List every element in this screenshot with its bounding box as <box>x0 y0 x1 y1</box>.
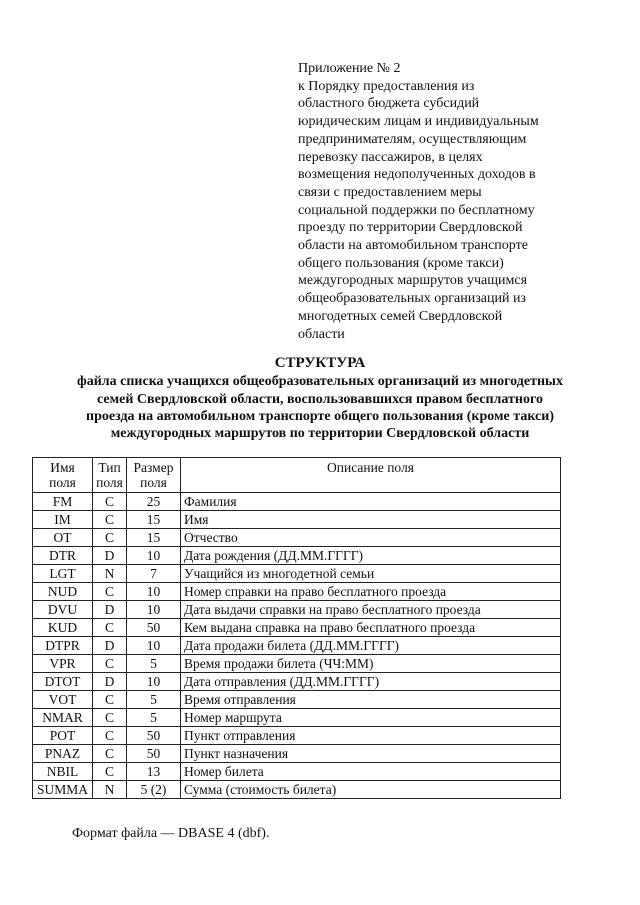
cell-size: 10 <box>127 637 181 655</box>
cell-name: DTPR <box>33 637 93 655</box>
cell-type: C <box>93 745 127 763</box>
cell-description: Номер маршрута <box>181 709 561 727</box>
cell-name: VPR <box>33 655 93 673</box>
document-title <box>0 355 640 442</box>
fields-table <box>32 457 561 799</box>
cell-size: 25 <box>127 493 181 511</box>
cell-description: Номер билета <box>181 763 561 781</box>
cell-size: 15 <box>127 511 181 529</box>
table-row <box>33 691 561 709</box>
appendix-line: перевозку пассажиров, в целях <box>298 149 483 165</box>
cell-name: POT <box>33 727 93 745</box>
cell-type: D <box>93 673 127 691</box>
table-row <box>33 745 561 763</box>
cell-size: 10 <box>127 673 181 691</box>
table-row <box>33 619 561 637</box>
cell-description: Время продажи билета (ЧЧ:ММ) <box>181 655 561 673</box>
appendix-line: области <box>298 326 345 342</box>
cell-name: OT <box>33 529 93 547</box>
cell-type: C <box>93 691 127 709</box>
cell-name: LGT <box>33 565 93 583</box>
cell-type: N <box>93 781 127 799</box>
cell-description: Дата рождения (ДД.ММ.ГГГГ) <box>181 547 561 565</box>
cell-type: D <box>93 637 127 655</box>
table-row <box>33 709 561 727</box>
cell-type: D <box>93 601 127 619</box>
appendix-line: междугородных маршрутов учащимся <box>298 273 528 289</box>
cell-name: DTR <box>33 547 93 565</box>
title-line: междугородных маршрутов по территории Свердловской области <box>110 426 530 442</box>
table-row <box>33 565 561 583</box>
cell-size: 10 <box>127 601 181 619</box>
appendix-line: социальной поддержки по бесплатному <box>298 202 535 218</box>
table-header-row <box>33 458 561 493</box>
cell-type: N <box>93 565 127 583</box>
table-row <box>33 781 561 799</box>
table-row <box>33 727 561 745</box>
cell-type: C <box>93 709 127 727</box>
cell-size: 7 <box>127 565 181 583</box>
table-row <box>33 763 561 781</box>
cell-description: Номер справки на право бесплатного проезда <box>181 583 561 601</box>
header-field-name: Имя поля <box>33 458 93 493</box>
cell-type: C <box>93 493 127 511</box>
appendix-line: общеобразовательных организаций из <box>298 291 526 307</box>
cell-size: 5 <box>127 709 181 727</box>
table-row <box>33 529 561 547</box>
appendix-line: области на автомобильном транспорте <box>298 238 528 254</box>
title-heading: СТРУКТУРА <box>274 355 366 371</box>
table-row <box>33 637 561 655</box>
appendix-line: юридическим лицам и индивидуальным <box>298 114 539 130</box>
cell-description: Фамилия <box>181 493 561 511</box>
cell-description: Пункт назначения <box>181 745 561 763</box>
cell-name: DVU <box>33 601 93 619</box>
cell-size: 50 <box>127 619 181 637</box>
header-field-size: Размер поля <box>127 458 181 493</box>
cell-description: Время отправления <box>181 691 561 709</box>
cell-name: KUD <box>33 619 93 637</box>
appendix-line: возмещения недополученных доходов в <box>298 167 536 183</box>
header-field-type: Тип поля <box>93 458 127 493</box>
cell-description: Учащийся из многодетной семьи <box>181 565 561 583</box>
cell-description: Дата продажи билета (ДД.ММ.ГГГГ) <box>181 637 561 655</box>
table-row <box>33 673 561 691</box>
title-subtitle <box>0 373 640 442</box>
cell-name: VOT <box>33 691 93 709</box>
cell-type: C <box>93 619 127 637</box>
cell-size: 50 <box>127 745 181 763</box>
cell-type: C <box>93 583 127 601</box>
table-row <box>33 511 561 529</box>
appendix-line: Приложение № 2 <box>298 61 401 76</box>
cell-description: Кем выдана справка на право бесплатного проезда <box>181 619 561 637</box>
table-row <box>33 493 561 511</box>
cell-description: Имя <box>181 511 561 529</box>
cell-description: Отчество <box>181 529 561 547</box>
cell-name: IM <box>33 511 93 529</box>
cell-type: C <box>93 655 127 673</box>
table-row <box>33 655 561 673</box>
cell-name: SUMMA <box>33 781 93 799</box>
cell-type: C <box>93 727 127 745</box>
cell-size: 5 <box>127 655 181 673</box>
cell-type: D <box>93 547 127 565</box>
cell-name: DTOT <box>33 673 93 691</box>
appendix-line: к Порядку предоставления из <box>298 78 475 94</box>
appendix-line: связи с предоставлением меры <box>298 184 482 200</box>
appendix-line: общего пользования (кроме такси) <box>298 255 504 271</box>
cell-description: Пункт отправления <box>181 727 561 745</box>
cell-name: NBIL <box>33 763 93 781</box>
header-field-description: Описание поля <box>181 458 561 493</box>
cell-size: 13 <box>127 763 181 781</box>
title-line: проезда на автомобильном транспорте общего пользования (кроме такси) <box>86 408 554 424</box>
cell-description: Дата отправления (ДД.ММ.ГГГГ) <box>181 673 561 691</box>
cell-description: Дата выдачи справки на право бесплатного проезда <box>181 601 561 619</box>
cell-size: 15 <box>127 529 181 547</box>
cell-name: PNAZ <box>33 745 93 763</box>
cell-name: NUD <box>33 583 93 601</box>
appendix-line: областного бюджета субсидий <box>298 96 480 112</box>
cell-type: C <box>93 529 127 547</box>
cell-size: 5 <box>127 691 181 709</box>
cell-size: 10 <box>127 583 181 601</box>
table-row <box>33 547 561 565</box>
title-line: файла списка учащихся общеобразовательных организаций из многодетных <box>77 374 563 390</box>
cell-size: 10 <box>127 547 181 565</box>
cell-type: C <box>93 763 127 781</box>
appendix-header <box>298 60 598 343</box>
table-row <box>33 601 561 619</box>
cell-size: 50 <box>127 727 181 745</box>
title-line: семей Свердловской области, воспользовавшихся правом бесплатного <box>97 391 543 407</box>
appendix-line: проезду по территории Свердловской <box>298 220 523 236</box>
file-format-note: Формат файла — DBASE 4 (dbf). <box>72 826 270 841</box>
cell-description: Сумма (стоимость билета) <box>181 781 561 799</box>
appendix-line: предпринимателям, осуществляющим <box>298 131 527 147</box>
table-row <box>33 583 561 601</box>
cell-type: C <box>93 511 127 529</box>
cell-name: FM <box>33 493 93 511</box>
cell-size: 5 (2) <box>127 781 181 799</box>
appendix-line: многодетных семей Свердловской <box>298 308 503 324</box>
cell-name: NMAR <box>33 709 93 727</box>
